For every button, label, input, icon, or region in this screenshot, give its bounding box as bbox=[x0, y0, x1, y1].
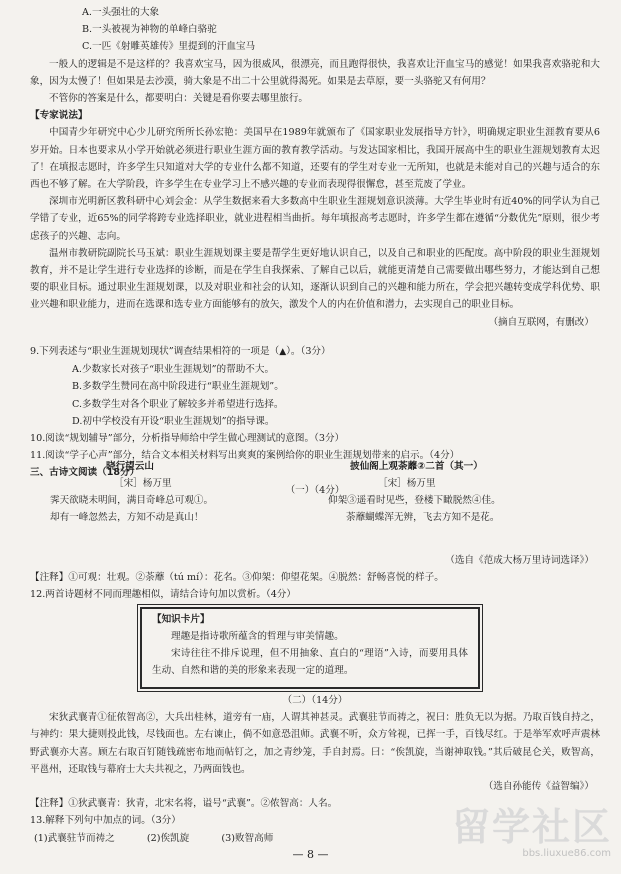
q13-item-1: (1)武襄驻节而祷之 bbox=[34, 832, 115, 844]
question-10: 10.阅读“规划辅导”部分，分析指导师给中学生做心理测试的意图。（3分） bbox=[30, 433, 345, 445]
choice-paragraph: 一般人的逻辑是不是这样的？我喜欢宝马，因为很威风，很漂亮，而且跑得很快，我喜欢让汗血宝马的感觉！如果我喜欢骆驼和大象，因为太慢了！但如果是去沙漠，骑大象是不出二十公里就得渴死。如果是去草原，要一头骆驼又有何用？ bbox=[30, 58, 600, 87]
poem-2-author: ［宋］杨万里 bbox=[378, 478, 436, 489]
option-c: C.一匹《射雕英雄传》里提到的汗血宝马 bbox=[82, 41, 256, 53]
source-note-2: （选自《范成大杨万里诗词选译》） bbox=[445, 555, 594, 566]
poem-1-author: ［宋］杨万里 bbox=[114, 478, 172, 489]
option-a: A.一头强壮的大象 bbox=[82, 7, 160, 18]
expert-paragraph-2: 深圳市光明新区教科研中心刘会金：从学生数据来看大多数高中生职业生涯规划意识淡薄。大学生毕业时有近40%的同学认为自己学错了专业，近65%的同学将跨专业选择职业，就业进程相当曲折。每年填报高考志愿时，许多学生都在遵循“分数优先”原则，很少考虑孩子的兴趣、志向。 bbox=[30, 196, 600, 242]
poem-1-title: 晓行望云山 bbox=[106, 461, 154, 472]
poem-1-line-1: 霁天欲晓未明间，满目奇峰总可观①。 bbox=[50, 495, 214, 506]
knowledge-card-line-2: 宋诗往往不排斥说理，但不用抽象、直白的“理语”入诗，而要用具体生动、自然和谐的美的形象来表现一定的道理。 bbox=[152, 648, 468, 676]
poem-1-line-2: 却有一峰忽然去，方知不动是真山！ bbox=[50, 512, 204, 523]
question-11: 11.阅读“学子心声”部分，结合文本相关材料写出爽爽的案例给你的职业生涯规划带来的启示。（4分） bbox=[30, 450, 460, 462]
question-13: 13.解释下列句中加点的词。（3分） bbox=[30, 815, 181, 827]
q9-option-c: C.多数学生对各个职业了解较多并希望进行选择。 bbox=[72, 398, 284, 410]
question-9: 9.下列表述与“职业生涯规划现状”调查结果相符的一项是（▲）。（3分） bbox=[30, 346, 331, 357]
source-note-3: （选自孙能传《益智编》） bbox=[483, 781, 594, 793]
watermark bbox=[452, 806, 617, 868]
poem-2-line-1: 仰架③遥看时见些，登楼下瞰脱然④佳。 bbox=[328, 495, 501, 506]
choice-conclusion: 不管你的答案是什么，都要明白：关键是看你要去哪里旅行。 bbox=[49, 93, 309, 105]
knowledge-card-title: 【知识卡片】 bbox=[152, 614, 210, 625]
poem-annotation: 【注释】①可观：壮观。②荼蘼（tú mí）：花名。③仰架：仰望花架。④脱然：舒畅喜悦的样子。 bbox=[30, 572, 444, 584]
knowledge-card-line-1: 理趣是指诗歌所蕴含的哲理与审美情趣。 bbox=[171, 631, 344, 642]
q9-option-a: A.少数家长对孩子“职业生涯规划”的帮助不大。 bbox=[72, 364, 275, 376]
part-1-heading: （一）（4分） bbox=[285, 484, 345, 496]
answer-marker-icon: ▲ bbox=[279, 347, 287, 357]
option-b: B.一头被视为神物的单峰白骆驼 bbox=[82, 24, 217, 36]
expert-paragraph-1: 中国青少年研究中心少儿研究所所长孙宏艳：美国早在1989年就颁布了《国家职业发展指导方针》，明确规定职业生涯教育要从6岁开始。日本也要求从小学开始就必须进行职业生涯方面的教育教学活动。与发达国家相比，我国开展高中生的职业生涯规划教育太迟了！在填报志愿时，许多学生只知道对大学的专业什么都不知道，还要有的学生对专业一无所知，也就是未能对自己的兴趣与适合的东西也不够了解。在大学阶段，许多学生在专业学习上不感兴趣的专业而表现得很懈怠，甚至荒废了学业。 bbox=[30, 127, 600, 191]
q13-item-2: (2)俟凯旋 bbox=[146, 832, 190, 844]
question-12: 12.两首诗题材不同而理趣相似，请结合诗句加以赏析。（4分） bbox=[30, 589, 296, 601]
poem-2 bbox=[328, 458, 600, 526]
part-2-heading: （二）（14分） bbox=[282, 695, 348, 706]
expert-heading: 【专家说法】 bbox=[30, 110, 88, 122]
poem-notes bbox=[30, 552, 600, 604]
poem-2-line-2: 荼蘼蝴蝶浑无辨，飞去方知不是花。 bbox=[346, 512, 500, 523]
classical-annotation: 【注释】①狄武襄青：狄青，北宋名将，谥号“武襄”。②侬智高：人名。 bbox=[30, 798, 338, 810]
poem-2-title: 披仙阁上观荼蘼②二首（其一） bbox=[350, 461, 483, 472]
q9-option-b: B.多数学生赞同在高中阶段进行“职业生涯规划”。 bbox=[72, 381, 284, 393]
watermark-logo: 留学社区 bbox=[452, 805, 613, 849]
classical-passage: 宋狄武襄青①征侬智高②，大兵出桂林，道旁有一庙，人谓其神甚灵。武襄驻节而祷之，祝曰：胜负无以为据。乃取百钱自持之，与神约：果大捷则投此钱，尽钱面也。左右谏止，倘不如意恐沮师。武襄不听，众方耸视，已挥一手，百钱尽红。于是举军欢呼声震林野武襄亦大喜。顾左右取百钉随钱疏密布地而帖钉之，加之青纱笼，手自封焉。曰：“俟凯旋，当谢神取钱。”其后破昆仑关，败智高，平邕州，还取钱与幕府士大夫共视之，乃两面钱也。 bbox=[30, 712, 600, 775]
watermark-url: bbs.liuxue86.com bbox=[522, 848, 611, 859]
q13-item-3: (3)败智高师 bbox=[221, 832, 274, 844]
knowledge-card bbox=[140, 607, 480, 689]
expert-paragraph-3: 温州市教研院副院长马玉斌：职业生涯规划课主要是帮学生更好地认识自己，以及自己和职业的匹配度。高中阶段的职业生涯规划教育，并不是让学生进行专业选择的诊断，而是在学生自我探索、了解自己以后，就能更清楚自己需要做出哪些努力，才能达到自己想要的职业目标。通过职业生涯规划课，以及对职业和社会的认知，逐渐认识到自己的兴趣和能力所在，学会把兴趣转变成学科优势、职业兴趣和职业能力，进而在选课和选专业方面能够有的放矢，激发个人的内在价值和潜力，去实现自己的职业目标。 bbox=[30, 247, 600, 311]
section-3-heading: 三、古诗文阅读（18分） bbox=[30, 467, 140, 479]
source-note-1: （摘自互联网，有删改） bbox=[488, 316, 594, 328]
poem-1 bbox=[50, 458, 310, 526]
page-number: — 8 — bbox=[292, 848, 329, 861]
reading-section-top bbox=[30, 4, 600, 331]
q9-option-d: D.初中学校没有开设“职业生涯规划”的指导课。 bbox=[72, 415, 275, 427]
